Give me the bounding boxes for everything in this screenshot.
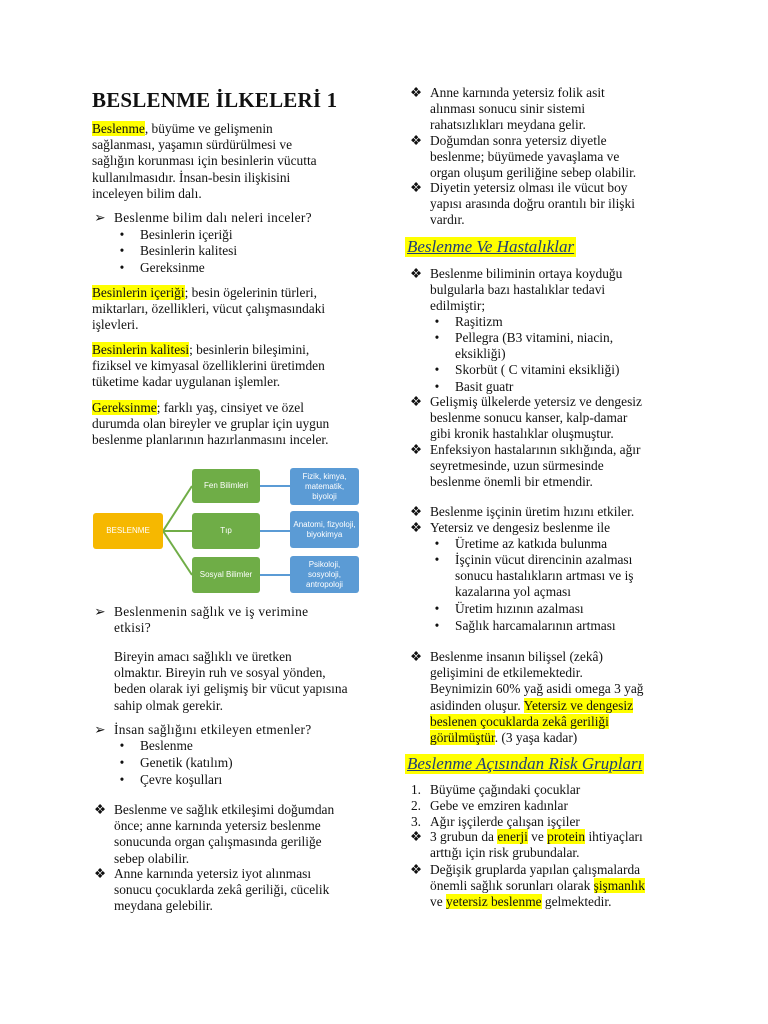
item-text: Gebe ve emziren kadınlar	[430, 798, 568, 813]
question-text: Beslenme bilim dalı neleri inceler?	[114, 210, 312, 225]
item-text: Beslenme biliminin ortaya koyduğu bulgularla bazı hastalıklar tedavi edilmiştir;	[430, 266, 623, 314]
diamond-bullet-icon: ❖	[409, 442, 422, 457]
diamond-item	[409, 266, 623, 315]
question-item	[94, 210, 312, 226]
list-item	[119, 755, 233, 771]
list-item-text: Besinlerin içeriği	[140, 227, 233, 242]
connector-line	[163, 531, 192, 575]
list-item	[434, 379, 514, 395]
bullet-icon: •	[119, 772, 125, 787]
diamond-bullet-icon: ❖	[409, 829, 422, 844]
diamond-item	[409, 442, 641, 491]
list-item	[119, 772, 223, 788]
bullet-icon: •	[434, 362, 440, 377]
highlighted-text: Yetersiz ve dengesiz beslenen çocuklarda zekâ geriliği görülmüştür	[430, 697, 634, 746]
list-item	[434, 330, 614, 362]
diamond-bullet-icon: ❖	[409, 394, 422, 409]
text-segment: , büyüme ve gelişmenin sağlanması, yaşamın sürdürülmesi ve sağlığın korunması için besinlerin vücutta kullanılmasıdır. İnsan-besin ilişkisini inceleyen bilim dalı.	[92, 121, 317, 201]
list-item-text: Çevre koşulları	[140, 772, 223, 787]
connector-line	[163, 486, 192, 531]
arrow-bullet-icon: ➢	[94, 604, 106, 619]
list-item-text: Üretim hızının azalması	[455, 601, 584, 616]
text-segment: ; farklı yaş, cinsiyet ve özel durumda olan bireyler ve gruplar için uygun beslenme planlarının hazırlanmasını inceler.	[92, 400, 330, 448]
list-item-text: Üretime az katkıda bulunma	[455, 536, 608, 551]
list-item	[434, 601, 584, 617]
question-text: İnsan sağlığını etkileyen etmenler?	[114, 722, 312, 737]
item-text: Ağır işçilerde çalışan işçiler	[430, 814, 580, 829]
page-title: BESLENME İLKELERİ 1	[92, 88, 338, 112]
item-text	[430, 829, 643, 860]
list-item	[434, 362, 620, 378]
highlighted-text: yetersiz beslenme	[446, 894, 542, 910]
diamond-bullet-icon: ❖	[409, 649, 422, 664]
diagram-branch-node: Fen Bilimleri	[192, 469, 260, 503]
diagram-leaf-node: Psikoloji, sosyoloji, antropoloji	[290, 556, 359, 593]
list-item	[119, 227, 233, 243]
arrow-bullet-icon: ➢	[94, 722, 106, 737]
diamond-item	[409, 649, 644, 746]
text-segment: Beslenme insanın bilişsel (zekâ) gelişimini de etkilemektedir. Beynimizin 60% yağ asidi omega 3 yağ asidinden oluşur.	[430, 649, 644, 713]
list-item	[434, 536, 608, 552]
item-text: Anne karnında yetersiz iyot alınması sonucu çocuklarda zekâ geriliği, cücelik meydana gelebilir.	[114, 866, 330, 914]
diamond-item	[93, 802, 335, 867]
list-item-text: İşçinin vücut direncinin azalması sonucu hastalıkların artması ve iş kazalarına yol açması	[455, 552, 634, 600]
list-number: 1.	[410, 782, 422, 797]
text-segment: . (3 yaşa kadar)	[494, 730, 578, 746]
item-text: Doğumdan sonra yetersiz diyetle beslenme; büyümede yavaşlama ve organ oluşum geriliğine sebep olabilir.	[430, 133, 637, 181]
diamond-item	[409, 133, 637, 182]
section-heading: Beslenme Ve Hastalıklar	[407, 237, 575, 256]
question-text: Beslenmenin sağlık ve iş verimine etkisi?	[114, 604, 309, 636]
item-text	[430, 649, 643, 745]
diagram-connectors	[92, 0, 93, 1]
list-item-text: Gereksinme	[140, 260, 205, 275]
highlighted-text: Besinlerin kalitesi	[92, 342, 190, 357]
diamond-bullet-icon: ❖	[409, 133, 422, 148]
item-text: Enfeksiyon hastalarının sıklığında, ağır seyretmesinde, uzun sürmesinde beslenme önemli bir etmendir.	[430, 442, 641, 490]
diamond-bullet-icon: ❖	[93, 802, 106, 817]
list-item-text: Pellegra (B3 vitamini, niacin, eksikliği)	[455, 330, 614, 362]
diamond-item	[409, 829, 643, 861]
text-segment: ; besinlerin bileşimini, fiziksel ve kimyasal özelliklerini üretimden tüketime kadar uygulanan işlemler.	[92, 342, 325, 390]
diamond-bullet-icon: ❖	[93, 866, 106, 881]
requirement-paragraph	[92, 400, 329, 449]
content-paragraph	[92, 285, 325, 334]
diagram-leaf-node: Fizik, kimya, matematik, biyoloji	[290, 468, 359, 505]
highlighted-text: protein	[547, 829, 586, 844]
item-text: Diyetin yetersiz olması ile vücut boy yapısı arasında doğru orantılı bir ilişki vardır.	[430, 180, 635, 228]
numbered-item	[410, 814, 580, 830]
text-segment: ve	[527, 829, 548, 844]
highlighted-text: Gereksinme	[92, 400, 157, 415]
list-item	[434, 314, 503, 330]
list-number: 3.	[410, 814, 422, 829]
item-text: Beslenme işçinin üretim hızını etkiler.	[430, 504, 635, 519]
list-item-text: Basit guatr	[455, 379, 514, 394]
bullet-icon: •	[119, 260, 125, 275]
text-segment: ; besin ögelerinin türleri, miktarları, özellikleri, vücut çalışmasındaki işlevleri.	[92, 285, 326, 333]
bullet-icon: •	[119, 243, 125, 258]
diamond-bullet-icon: ❖	[409, 862, 422, 877]
text-segment: ve	[430, 894, 443, 910]
item-text: Yetersiz ve dengesiz beslenme ile	[430, 520, 611, 535]
item-text: Anne karnında yetersiz folik asit alınması sonucu sinir sistemi rahatsızlıkları meydana gelir.	[430, 85, 605, 133]
diamond-item	[409, 504, 635, 520]
list-item	[119, 260, 205, 276]
bullet-icon: •	[119, 738, 125, 753]
item-text: Büyüme çağındaki çocuklar	[430, 782, 581, 797]
diagram-leaf-node: Anatomi, fizyoloji, biyokimya	[290, 511, 359, 548]
list-item	[119, 243, 238, 259]
text-segment: gelmektedir.	[541, 894, 612, 910]
bullet-icon: •	[119, 755, 125, 770]
definition-paragraph	[92, 121, 317, 202]
diamond-bullet-icon: ❖	[409, 180, 422, 195]
item-text	[430, 862, 645, 909]
list-item-text: Raşitizm	[455, 314, 503, 329]
bullet-icon: •	[434, 601, 440, 616]
list-item-text: Genetik (katılım)	[140, 755, 233, 770]
arrow-bullet-icon: ➢	[94, 210, 106, 225]
list-number: 2.	[410, 798, 422, 813]
diamond-bullet-icon: ❖	[409, 504, 422, 519]
diagram-root-node: BESLENME	[93, 513, 163, 549]
list-item-text: Beslenme	[140, 738, 193, 753]
question-item	[94, 722, 312, 738]
goal-paragraph	[114, 649, 384, 714]
paragraph-text: Bireyin amacı sağlıklı ve üretken olmaktır. Bireyin ruh ve sosyal yönden, beden olarak iyi gelişmiş bir vücut yapısına sahip olmak gerekir.	[114, 649, 348, 713]
item-text: Gelişmiş ülkelerde yetersiz ve dengesiz beslenme sonucu kanser, kalp-damar gibi kronik hastalıklar oluşmuştur.	[430, 394, 642, 442]
list-item-text: Skorbüt ( C vitamini eksikliği)	[455, 362, 620, 377]
diamond-item	[409, 85, 605, 134]
numbered-item	[410, 782, 581, 798]
bullet-icon: •	[434, 379, 440, 394]
diamond-item	[409, 862, 645, 911]
list-item	[434, 552, 634, 601]
question-item	[94, 604, 309, 636]
list-item	[119, 738, 193, 754]
list-item	[434, 618, 616, 634]
text-segment: ihtiyaçları arttığı için risk grubundalar.	[430, 829, 643, 861]
diagram-branch-node: Sosyal Bilimler	[192, 557, 260, 593]
highlighted-text: şişmanlık	[593, 878, 645, 894]
text-segment: Değişik gruplarda yapılan çalışmalarda önemli sağlık sorunları olarak	[430, 862, 641, 894]
diamond-item	[409, 180, 635, 229]
diamond-item	[93, 866, 330, 915]
bullet-icon: •	[434, 314, 440, 329]
highlighted-text: Besinlerin içeriği	[92, 285, 185, 300]
highlighted-text: Beslenme	[92, 121, 145, 136]
bullet-icon: •	[434, 330, 440, 345]
diamond-item	[409, 520, 611, 536]
diamond-bullet-icon: ❖	[409, 85, 422, 100]
numbered-item	[410, 798, 568, 814]
diamond-bullet-icon: ❖	[409, 266, 422, 281]
quality-paragraph	[92, 342, 325, 391]
text-segment: 3 grubun da	[430, 829, 498, 844]
list-item-text: Sağlık harcamalarının artması	[455, 618, 616, 633]
bullet-icon: •	[119, 227, 125, 242]
bullet-icon: •	[434, 618, 440, 633]
diamond-bullet-icon: ❖	[409, 520, 422, 535]
bullet-icon: •	[434, 552, 440, 567]
item-text: Beslenme ve sağlık etkileşimi doğumdan önce; anne karnında yetersiz beslenme sonucunda organ çalışmasında geriliğe sebep olabilir.	[114, 802, 335, 866]
bullet-icon: •	[434, 536, 440, 551]
diagram-branch-node: Tıp	[192, 513, 260, 549]
highlighted-text: enerji	[497, 829, 528, 844]
diamond-item	[409, 394, 642, 443]
section-heading: Beslenme Açısından Risk Grupları	[407, 754, 643, 773]
list-item-text: Besinlerin kalitesi	[140, 243, 238, 258]
